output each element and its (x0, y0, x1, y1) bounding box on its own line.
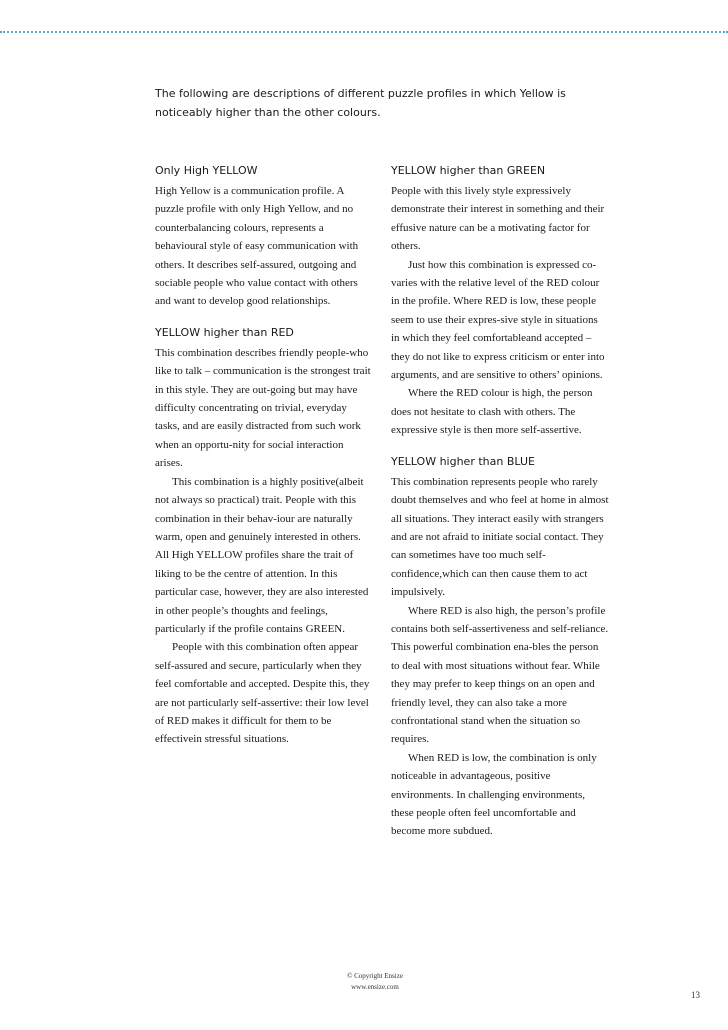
copyright-text: © Copyright Ensize (347, 972, 403, 980)
section-yellow-higher-than-green (391, 162, 609, 440)
paragraph: People with this combination often appear self-assured and secure, particularly when they feel comfortable and accepted. Despite this, they are not particularly self-assertive: their low level of RED makes it difficult for them to be effectivein stressful situations. (155, 641, 370, 746)
section-yellow-higher-than-red (155, 324, 373, 749)
section-heading: YELLOW higher than GREEN (391, 164, 546, 177)
paragraph: People with this lively style expressively demonstrate their interest in something and their effusive nature can be a motivating factor for others. (391, 185, 605, 253)
page-number: 13 (691, 990, 700, 1000)
section-heading: YELLOW higher than BLUE (391, 454, 535, 468)
intro-text: The following are descriptions of different puzzle profiles in which Yellow is noticeably higher than the other colours. (155, 87, 566, 119)
right-column (391, 162, 609, 841)
paragraph: High Yellow is a communication profile. A puzzle profile with only High Yellow, and no counterbalancing colours, represents a behavioural style of easy communication with others. It describes self-assured, outgoing and sociable people who value contact with others and want to develop good relationships. (155, 185, 359, 308)
section-only-high-yellow (155, 162, 373, 311)
paragraph: This combination is a highly positive(albeit not always so practical) trait. People with this combination in their behav-iour are naturally warm, open and genuinely interested in others. All High YELLOW profiles share the trait of liking to be the centre of attention. In this particular case, however, they are also interested in other people’s thoughts and feelings, particularly if the profile contains GREEN. (155, 475, 369, 635)
paragraph: This combination describes friendly people-who like to talk – communication is the strongest trait in this style. They are out-going but may have difficulty concentrating on trivial, everyday tasks, and are easily distracted from such work when an opportu-nity for social interaction arises. (155, 346, 371, 470)
paragraph: Just how this combination is expressed co-varies with the relative level of the RED colour in the profile. Where RED is low, these people seem to use their expres-sive style in situations in which they feel comfortableand accepted – they do not like to express criticism or enter into arguments, and are sensitive to others’ opinions. (391, 258, 605, 382)
section-heading: Only High YELLOW (155, 164, 258, 177)
paragraph: Where the RED colour is high, the person does not hesitate to clash with others. The expressive style is then more self-assertive. (391, 387, 593, 437)
paragraph: This combination represents people who rarely doubt themselves and who feel at home in almost all situations. They interact easily with strangers and are not afraid to initiate social contact. They can sometimes have too much self-confidence,which can then cause them to act impulsively. (391, 475, 609, 599)
top-dotted-rule (0, 31, 728, 33)
website-text: www.ensize.com (351, 983, 399, 991)
paragraph: When RED is low, the combination is only noticeable in advantageous, positive environments. In challenging environments, these people often feel uncomfortable and become more subdued. (391, 751, 597, 838)
left-column (155, 162, 373, 749)
section-yellow-higher-than-blue (391, 453, 609, 841)
paragraph: Where RED is also high, the person’s profile contains both self-assertiveness and self-reliance. This powerful combination ena-bles the person to deal with most situations without fear. While they may prefer to keep things on an open and friendly level, they can also take a more confrontational stand when the situation so requires. (391, 604, 609, 746)
page-footer (300, 971, 450, 993)
section-heading: YELLOW higher than RED (155, 325, 294, 339)
